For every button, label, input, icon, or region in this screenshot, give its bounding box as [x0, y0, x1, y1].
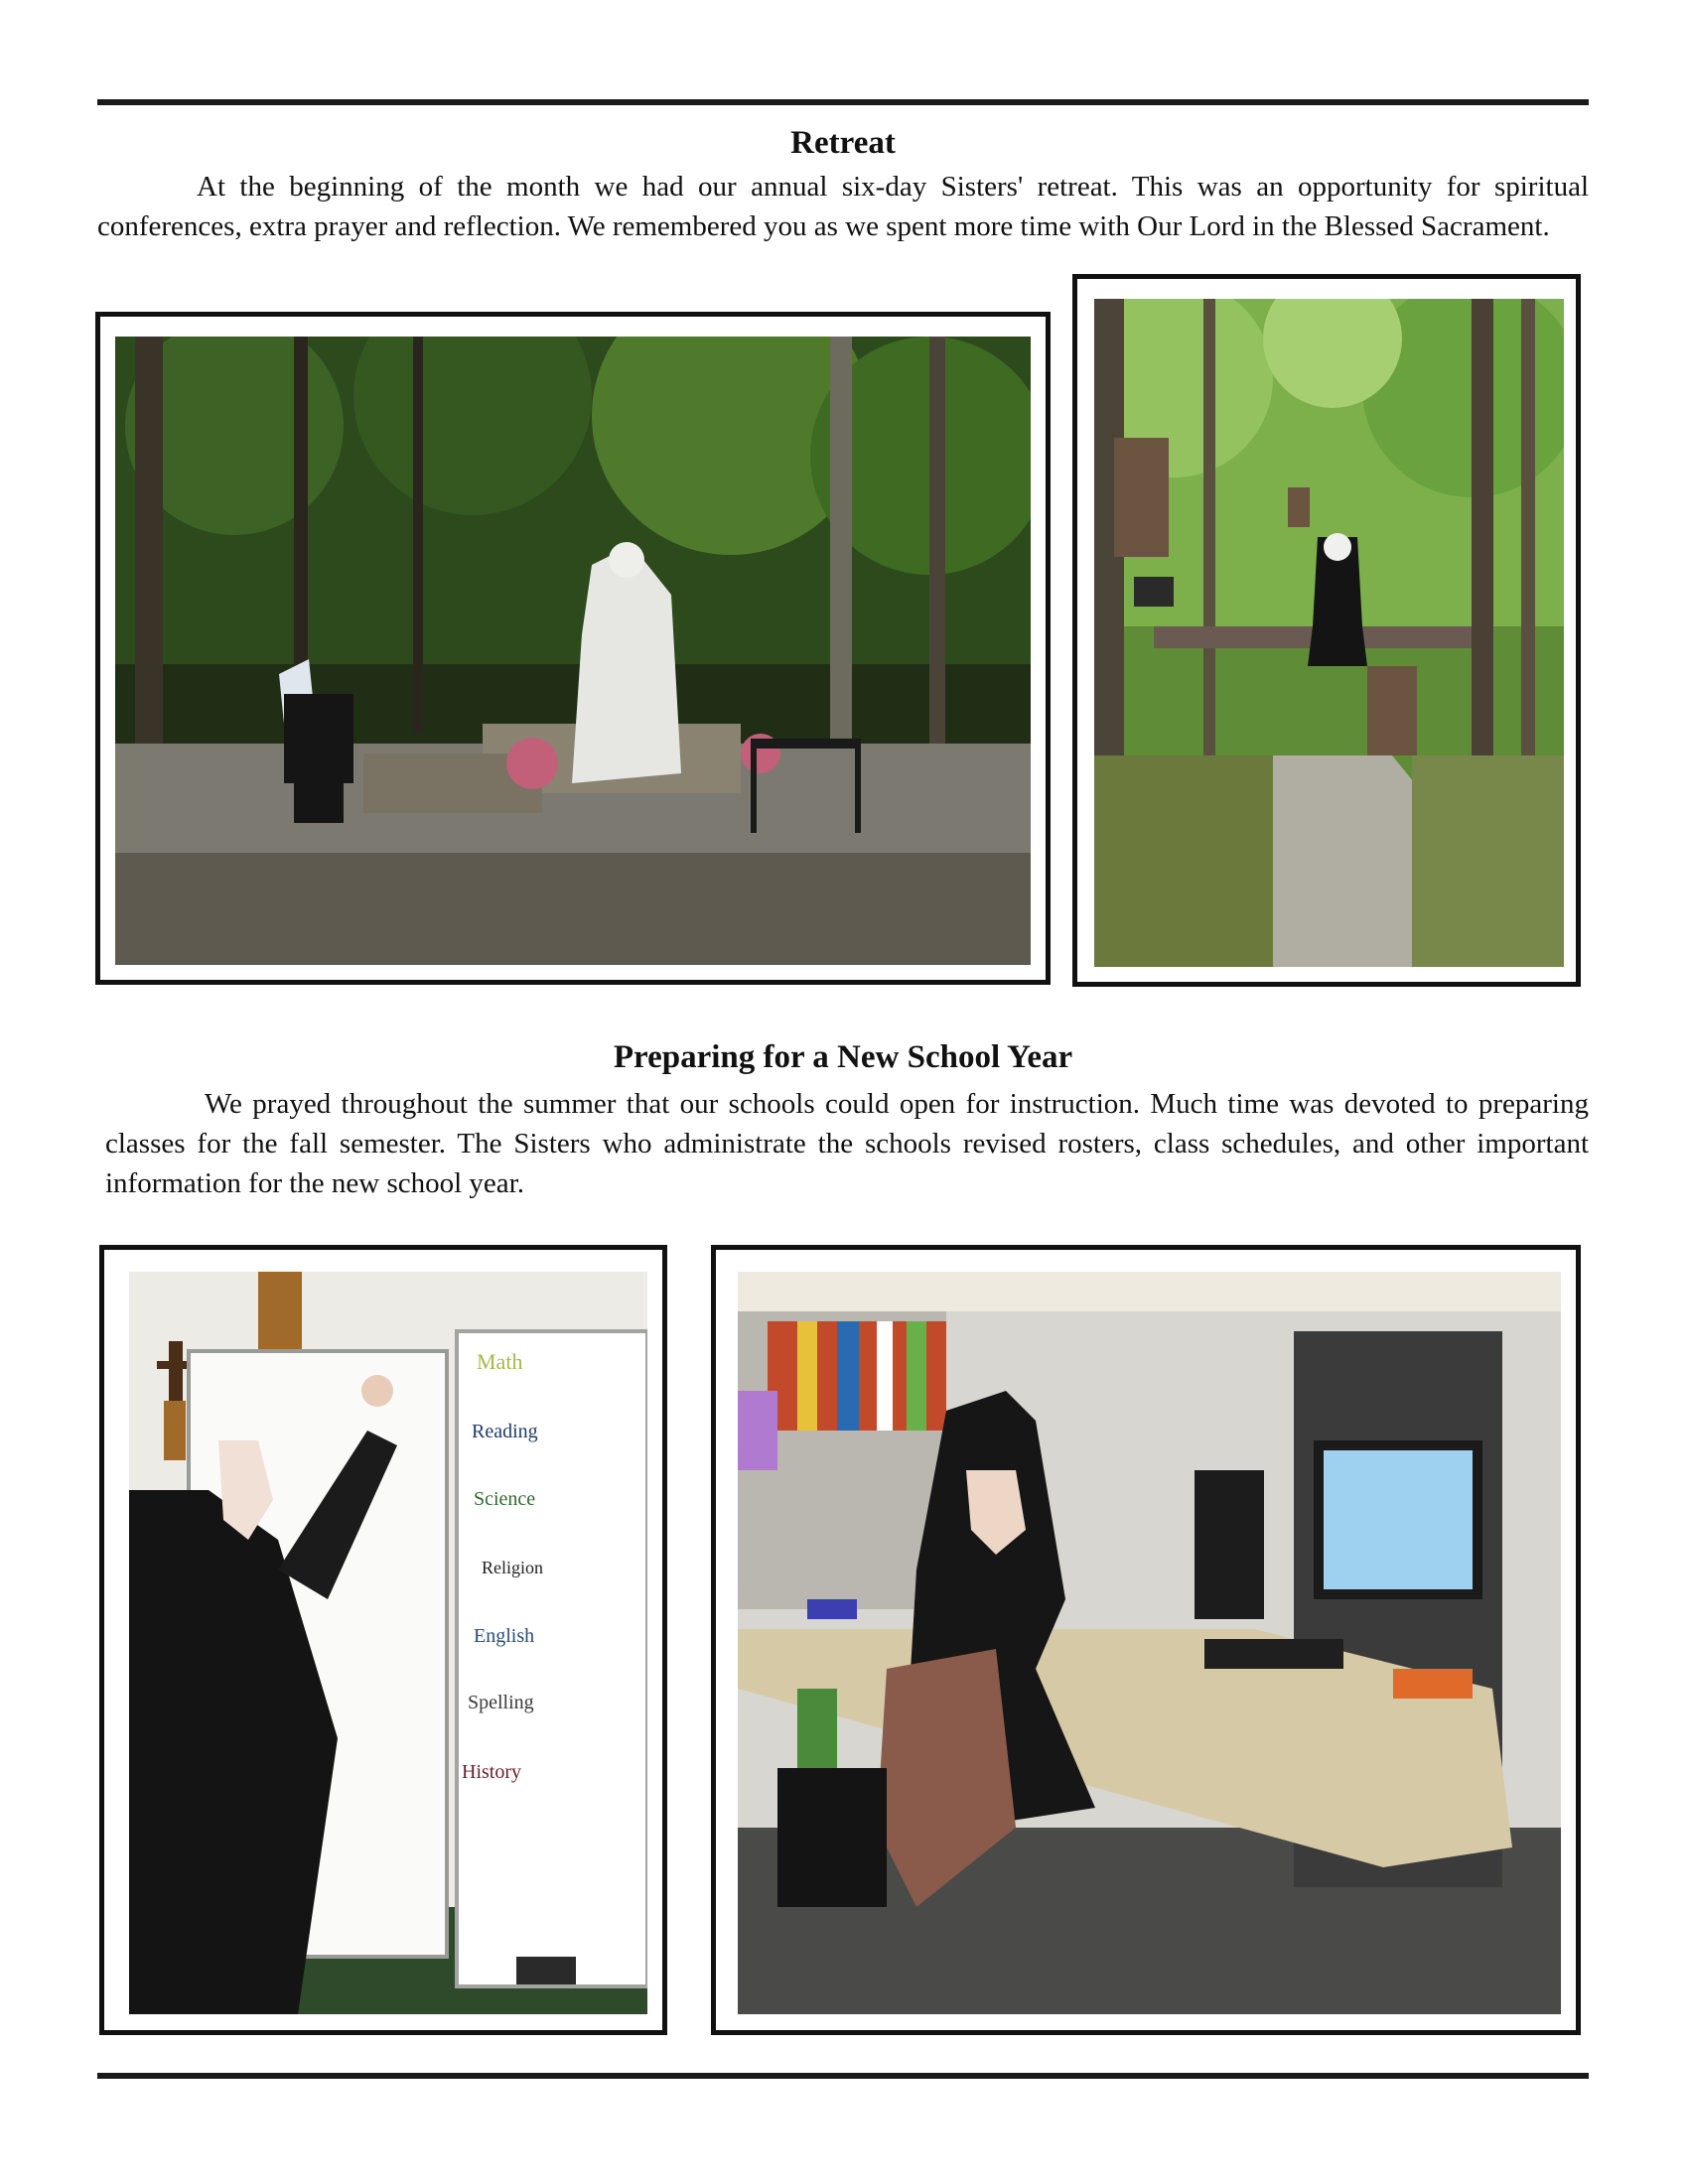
label-science: Science — [474, 1488, 536, 1510]
bottom-rule — [97, 2073, 1589, 2079]
retreat-heading: Retreat — [790, 125, 896, 161]
school-office-photo — [738, 1272, 1561, 2014]
school-office-photo-frame — [711, 1245, 1581, 2035]
label-spelling: Spelling — [468, 1692, 534, 1713]
label-english: English — [474, 1625, 535, 1647]
school-whiteboard-photo-frame — [99, 1245, 667, 2035]
retreat-garden-photo-frame — [95, 312, 1051, 985]
retreat-path-photo — [1094, 299, 1564, 967]
top-rule — [97, 99, 1589, 105]
label-reading: Reading — [472, 1421, 538, 1442]
label-math: Math — [477, 1349, 523, 1374]
school-paragraph: We prayed throughout the summer that our schools could open for instruction. Much time was devoted to preparing classes for the fall semester. The Sisters who administrate the schools revised rosters, class schedules, and other important information for the new school year. — [105, 1088, 1589, 1199]
school-heading: Preparing for a New School Year — [613, 1039, 1073, 1075]
retreat-garden-photo — [115, 337, 1031, 965]
school-whiteboard-photo — [129, 1272, 647, 2014]
retreat-paragraph: At the beginning of the month we had our annual six-day Sisters' retreat. This was an opportunity for spiritual conferences, extra prayer and reflection. We remembered you as we spent more time with Our Lord in the Blessed Sacrament. — [97, 171, 1589, 242]
retreat-path-photo-frame — [1072, 274, 1581, 987]
label-religion: Religion — [482, 1558, 543, 1577]
label-history: History — [462, 1761, 521, 1783]
